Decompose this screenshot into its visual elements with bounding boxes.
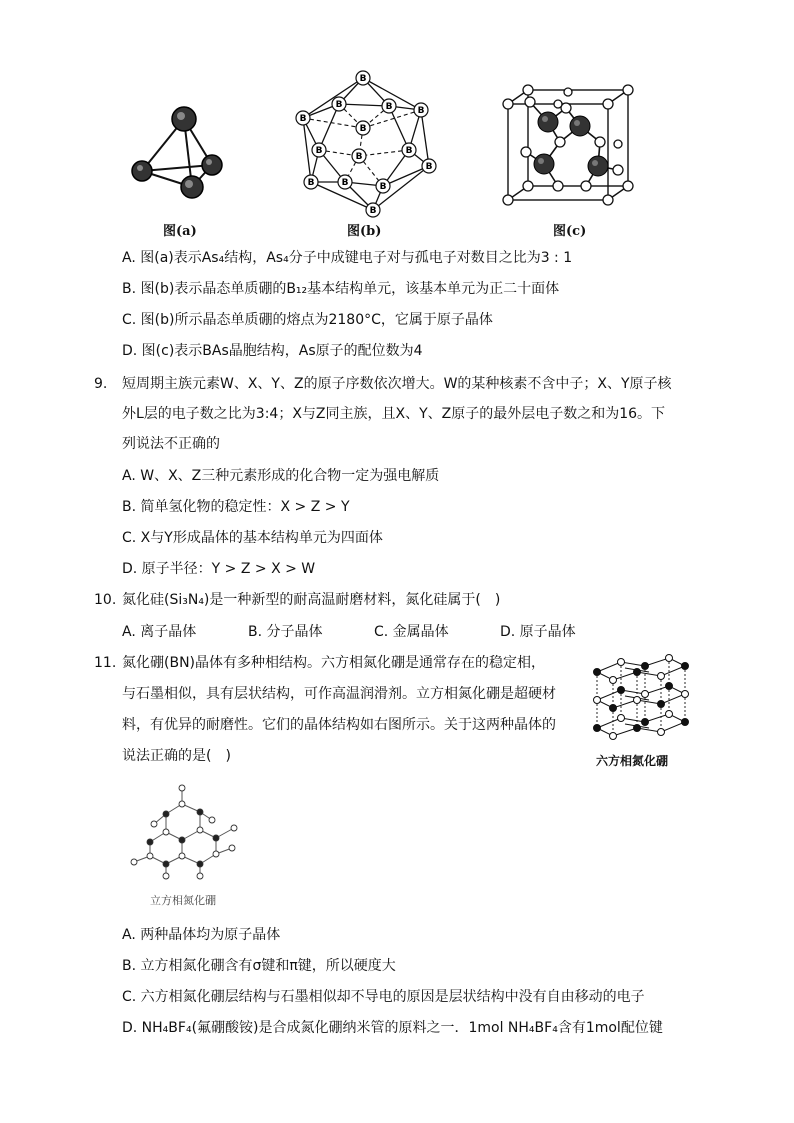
- q8-option-b: B. 图(b)表示晶态单质硼的B₁₂基本结构单元，该基本单元为正二十面体: [122, 281, 560, 297]
- q11-stem-line: 氮化硼(BN)晶体有多种相结构。六方相氮化硼是通常存在的稳定相，: [122, 655, 545, 671]
- q9-stem-line: 列说法不正确的: [122, 436, 220, 452]
- q11-option-a: A. 两种晶体均为原子晶体: [122, 927, 281, 943]
- q10-option-d: D. 原子晶体: [500, 624, 576, 640]
- figure-b-icosahedron: [293, 70, 443, 220]
- q11-stem-line: 与石墨相似，具有层状结构，可作高温润滑剂。立方相氮化硼是超硬材: [122, 686, 556, 702]
- q10-option-c: C. 金属晶体: [374, 624, 449, 640]
- figure-a-caption: 图(a): [163, 224, 197, 239]
- q10-option-b: B. 分子晶体: [248, 624, 323, 640]
- q8-option-c: C. 图(b)所示晶态单质硼的熔点为2180°C，它属于原子晶体: [122, 312, 493, 328]
- q11-option-b: B. 立方相氮化硼含有σ键和π键，所以硬度大: [122, 958, 396, 974]
- hexagonal-bn-figure: [585, 652, 697, 744]
- boron-atom-label: B: [335, 100, 343, 110]
- cubic-bn-figure: [130, 782, 250, 882]
- boron-atom-label: B: [359, 124, 367, 134]
- q11-option-c: C. 六方相氮化硼层结构与石墨相似却不导电的原因是层状结构中没有自由移动的电子: [122, 989, 645, 1005]
- q11-option-d: D. NH₄BF₄(氟硼酸铵)是合成氮化硼纳米管的原料之一．1mol NH₄BF₄含有1mol配位键: [122, 1020, 663, 1036]
- q10-options: [122, 622, 576, 642]
- q8-option-d: D. 图(c)表示BAs晶胞结构，As原子的配位数为4: [122, 343, 423, 359]
- q9-option-c: C. X与Y形成晶体的基本结构单元为四面体: [122, 530, 383, 546]
- q9-option-d: D. 原子半径：Y > Z > X > W: [122, 561, 316, 577]
- boron-atom-label: B: [355, 152, 363, 162]
- q11-number: 11.: [94, 655, 117, 671]
- q9-option-a: A. W、X、Z三种元素形成的化合物一定为强电解质: [122, 468, 440, 484]
- q8-option-a: A. 图(a)表示As₄结构，As₄分子中成键电子对与孤电子对数目之比为3 : 1: [122, 250, 573, 266]
- boron-atom-label: B: [369, 206, 377, 216]
- q9-number: 9.: [94, 376, 108, 392]
- hexagonal-bn-caption: 六方相氮化硼: [596, 754, 669, 768]
- boron-atom-label: B: [299, 114, 307, 124]
- boron-atom-label: B: [307, 178, 315, 188]
- figure-c-unit-cell: [500, 82, 640, 214]
- q9-stem-line: 外L层的电子数之比为3:4；X与Z同主族，且X、Y、Z原子的最外层电子数之和为16。下: [122, 406, 666, 422]
- cubic-bn-caption: 立方相氮化硼: [150, 894, 216, 907]
- boron-atom-label: B: [341, 178, 349, 188]
- q9-option-b: B. 简单氢化物的稳定性：X > Z > Y: [122, 499, 350, 515]
- q10-option-a: A. 离子晶体: [122, 624, 197, 640]
- boron-atom-label: B: [359, 74, 367, 84]
- boron-atom-label: B: [379, 182, 387, 192]
- figure-a-tetrahedron: [128, 95, 238, 215]
- boron-atom-label: B: [315, 146, 323, 156]
- boron-atom-label: B: [417, 106, 425, 116]
- boron-atom-label: B: [425, 162, 433, 172]
- boron-atom-label: B: [385, 102, 393, 112]
- figure-c-caption: 图(c): [553, 224, 587, 239]
- q11-stem-line: 说法正确的是( ): [122, 748, 231, 764]
- q10-number: 10.: [94, 592, 117, 608]
- q11-stem-line: 料，有优异的耐磨性。它们的晶体结构如右图所示。关于这两种晶体的: [122, 717, 556, 733]
- boron-atom-label: B: [405, 146, 413, 156]
- q10-stem: 氮化硅(Si₃N₄)是一种新型的耐高温耐磨材料，氮化硅属于( ): [122, 592, 501, 608]
- figure-b-caption: 图(b): [347, 224, 382, 239]
- q9-stem-line: 短周期主族元素W、X、Y、Z的原子序数依次增大。W的某种核素不含中子；X、Y原子核: [122, 376, 672, 392]
